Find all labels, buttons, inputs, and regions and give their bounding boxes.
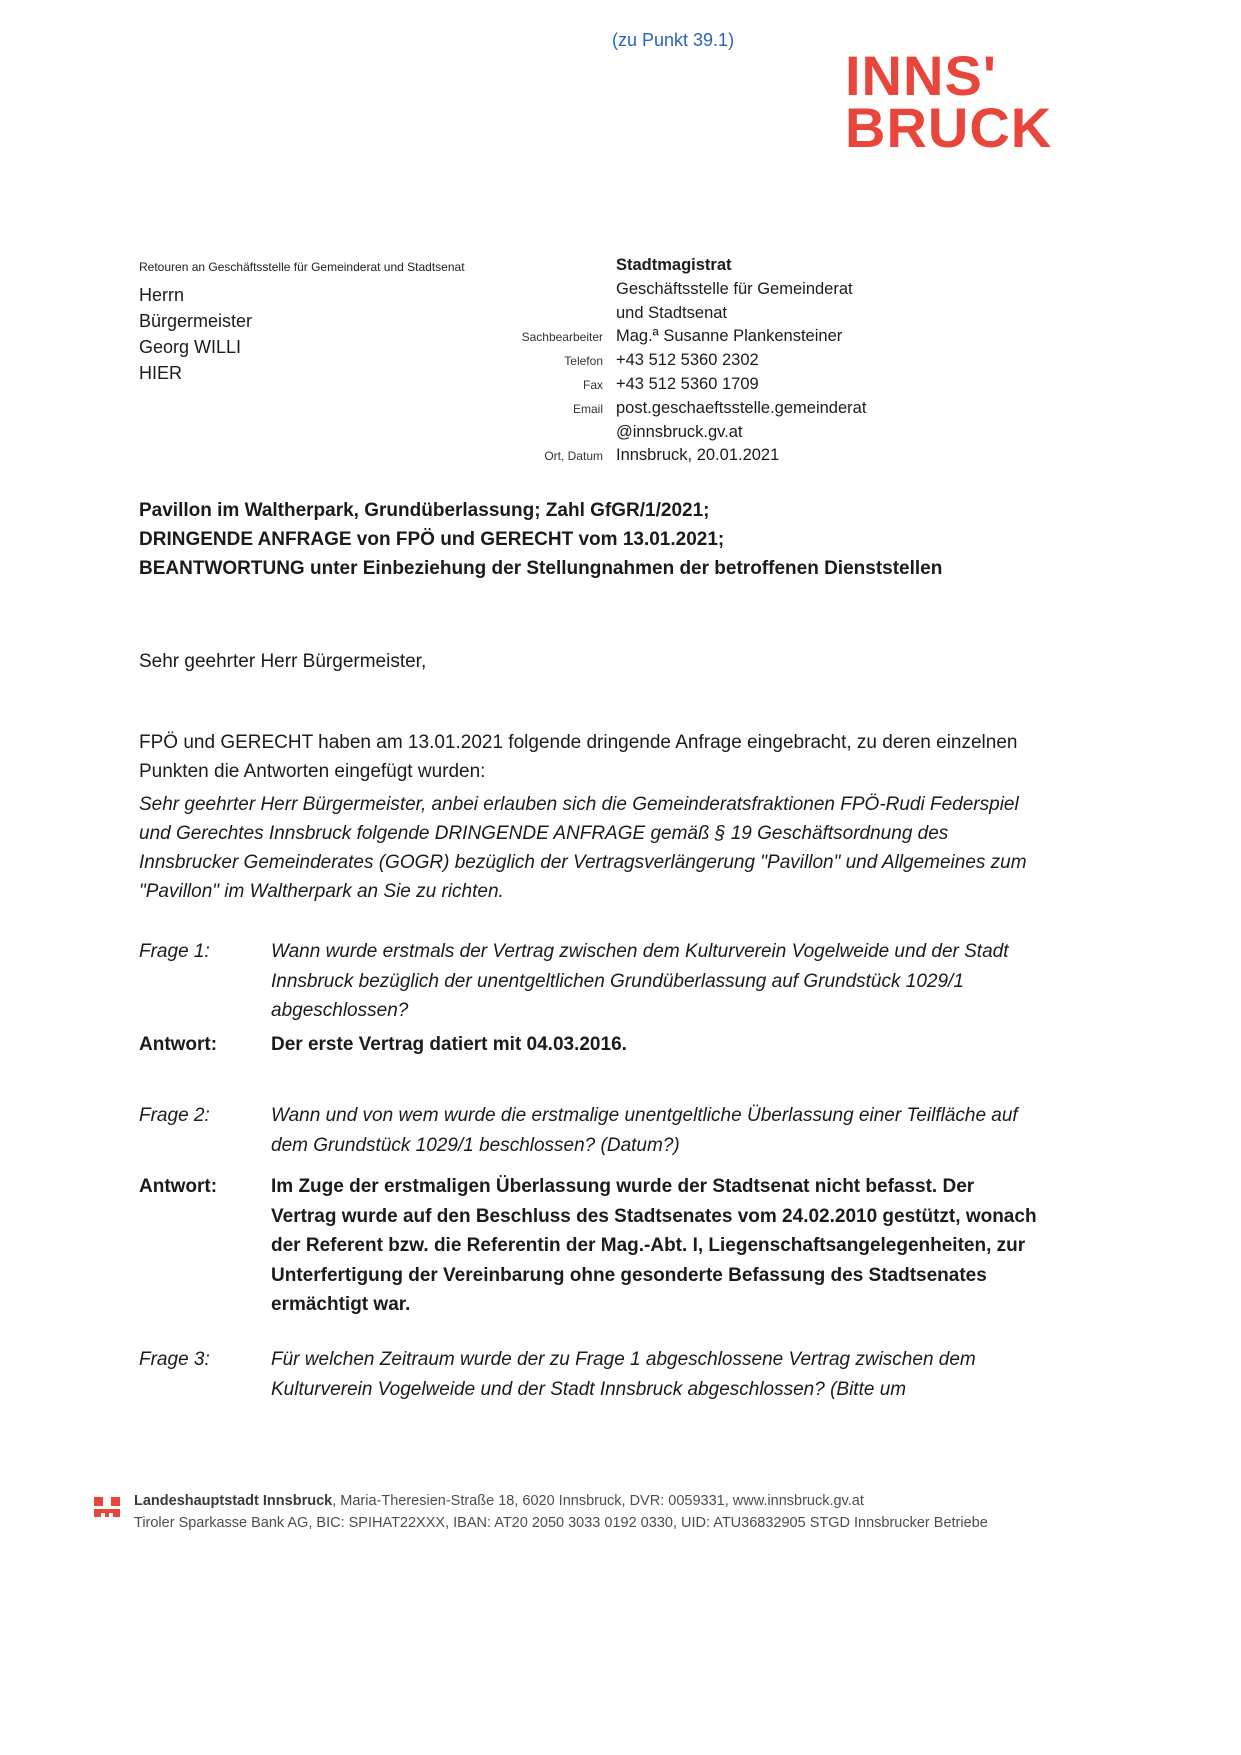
sender-row-label: Sachbearbeiter bbox=[521, 330, 603, 345]
sender-row-label: Ort, Datum bbox=[544, 449, 603, 464]
city-crest-icon bbox=[92, 1492, 122, 1527]
sender-row-email bbox=[490, 399, 1050, 423]
recipient-line-city: HIER bbox=[139, 363, 183, 383]
logo-line-1: INNS' bbox=[845, 44, 998, 107]
qa-label: Frage 1: bbox=[139, 941, 210, 962]
footer-address: , Maria-Theresien-Straße 18, 6020 Innsbruck, DVR: 0059331, www.innsbruck.gv.at bbox=[332, 1493, 864, 1509]
sender-org-name: Stadtmagistrat bbox=[616, 256, 732, 274]
sender-org-row bbox=[490, 256, 1050, 280]
qa-label: Antwort: bbox=[139, 1176, 218, 1197]
subject-block bbox=[139, 496, 1039, 583]
salutation: Sehr geehrter Herr Bürgermeister, bbox=[139, 651, 427, 672]
footer-text bbox=[134, 1490, 988, 1534]
sender-row-value: @innsbruck.gv.at bbox=[616, 422, 743, 441]
return-address-note: Retouren an Geschäftsstelle für Gemeinderat und Stadtsenat bbox=[139, 260, 465, 274]
sender-org-line: und Stadtsenat bbox=[616, 303, 728, 322]
sender-org-line: Geschäftsstelle für Gemeinderat bbox=[616, 279, 853, 298]
recipient-block bbox=[139, 260, 465, 386]
footer bbox=[92, 1490, 1182, 1534]
sender-row-email-continued bbox=[490, 423, 1050, 447]
logo-line-2: BRUCK bbox=[845, 96, 1053, 159]
qa-item-frage-2 bbox=[139, 1101, 1039, 1160]
sender-row-label: Telefon bbox=[564, 354, 603, 369]
qa-text: Wann und von wem wurde die erstmalige unentgeltliche Überlassung einer Teilfläche auf dem Grundstück 1029/1 beschlossen? (Datum?) bbox=[271, 1105, 1018, 1156]
qa-text: Der erste Vertrag datiert mit 04.03.2016. bbox=[271, 1034, 627, 1055]
sender-org-row bbox=[490, 280, 1050, 304]
sender-org-row bbox=[490, 304, 1050, 328]
sender-row-label: Email bbox=[572, 401, 603, 416]
subject-line-3: BEANTWORTUNG unter Einbeziehung der Stellungnahmen der betroffenen Dienststellen bbox=[139, 558, 943, 579]
sender-row-value: +43 512 5360 2302 bbox=[616, 351, 759, 370]
reference-note: (zu Punkt 39.1) bbox=[612, 30, 735, 50]
qa-text: Im Zuge der erstmaligen Überlassung wurde der Stadtsenat nicht befasst. Der Vertrag wurde auf den Beschluss des Stadtsenates vom 24.02.2010 gestützt, wonach der Referent bzw. die Referentin der Mag.-Abt. I, Liegenschaftsangelegenheiten, zur Unterfertigung der Vereinbarung ohne gesonderte Befassung des Stadtsenates ermächtigt war. bbox=[271, 1176, 1037, 1315]
sender-row-value: +43 512 5360 1709 bbox=[616, 374, 759, 393]
footer-city-name: Landeshauptstadt Innsbruck bbox=[134, 1493, 333, 1509]
qa-text: Wann wurde erstmals der Vertrag zwischen dem Kulturverein Vogelweide und der Stadt Innsbruck bezüglich der unentgeltlichen Grundüberlassung auf Grundstück 1029/1 abgeschlossen? bbox=[271, 941, 1009, 1021]
qa-item-antwort-2 bbox=[139, 1172, 1039, 1320]
qa-text: Für welchen Zeitraum wurde der zu Frage 1 abgeschlossene Vertrag zwischen dem Kulturverein Vogelweide und der Stadt Innsbruck abgeschlossen? (Bitte um bbox=[271, 1349, 976, 1400]
recipient-line-salutation: Herrn bbox=[139, 285, 185, 305]
qa-item-frage-1 bbox=[139, 937, 1039, 1026]
qa-item-frage-3 bbox=[139, 1345, 1039, 1404]
footer-line-2: Tiroler Sparkasse Bank AG, BIC: SPIHAT22XXX, IBAN: AT20 2050 3033 0192 0330, UID: ATU36832905 STGD Innsbrucker Betriebe bbox=[134, 1515, 988, 1531]
recipient-line-name: Georg WILLI bbox=[139, 337, 242, 357]
subject-line-2: DRINGENDE ANFRAGE von FPÖ und GERECHT vom 13.01.2021; bbox=[139, 529, 725, 550]
sender-row-label: Fax bbox=[582, 377, 603, 392]
sender-row-value: Innsbruck, 20.01.2021 bbox=[616, 446, 780, 465]
intro-paragraph: FPÖ und GERECHT haben am 13.01.2021 folgende dringende Anfrage eingebracht, zu deren einzelnen Punkten die Antworten eingefügt wurden: bbox=[139, 732, 1018, 782]
qa-label: Antwort: bbox=[139, 1034, 218, 1055]
sender-row-value: post.geschaeftsstelle.gemeinderat bbox=[616, 398, 867, 417]
subject-line-1: Pavillon im Waltherpark, Grundüberlassung; Zahl GfGR/1/2021; bbox=[139, 500, 710, 521]
sender-row-ort-datum bbox=[490, 446, 1050, 470]
qa-item-antwort-1 bbox=[139, 1030, 1039, 1060]
quoted-inquiry-paragraph: Sehr geehrter Herr Bürgermeister, anbei erlauben sich die Gemeinderatsfraktionen FPÖ-Rudi Federspiel und Gerechtes Innsbruck folgende DRINGENDE ANFRAGE gemäß § 19 Geschäftsordnung des Innsbrucker Gemeinderates (GOGR) bezüglich der Vertragsverlängerung "Pavillon" und Allgemeines zum "Pavillon" im Waltherpark an Sie zu richten. bbox=[139, 794, 1027, 902]
sender-block bbox=[490, 256, 1050, 470]
qa-label: Frage 3: bbox=[139, 1349, 210, 1370]
recipient-line-title: Bürgermeister bbox=[139, 311, 253, 331]
sender-row-sachbearbeiter bbox=[490, 327, 1050, 351]
footer-line-1 bbox=[134, 1490, 988, 1512]
sender-row-value: Mag.ª Susanne Plankensteiner bbox=[616, 327, 843, 346]
qa-label: Frage 2: bbox=[139, 1105, 210, 1126]
innsbruck-logo bbox=[845, 44, 1053, 159]
sender-row-fax bbox=[490, 375, 1050, 399]
sender-row-telefon bbox=[490, 351, 1050, 375]
